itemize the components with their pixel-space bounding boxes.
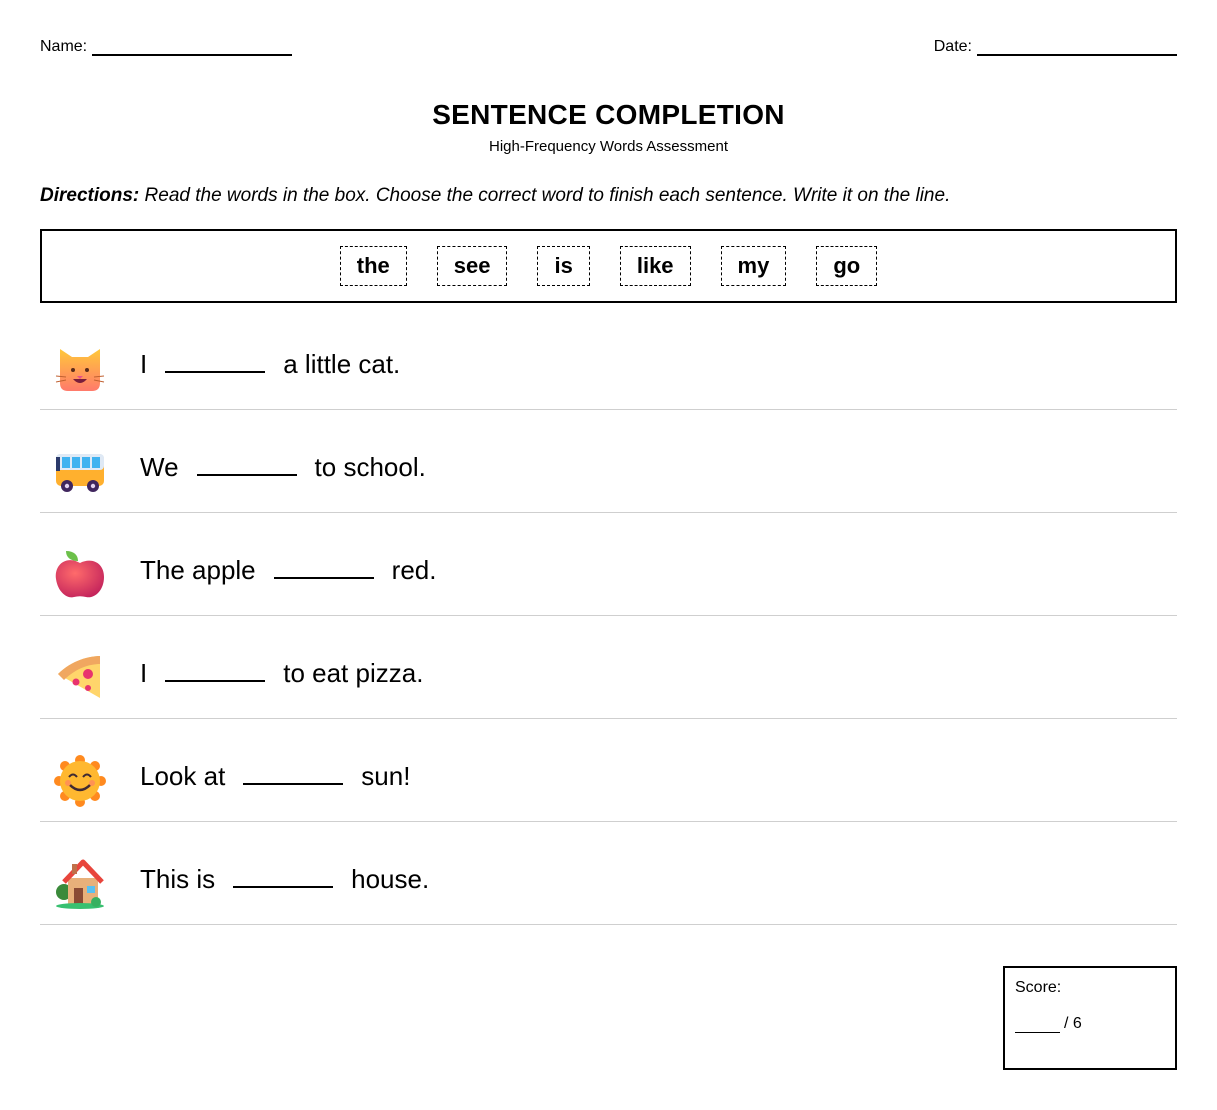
apple-icon bbox=[54, 549, 106, 601]
sentence-item bbox=[40, 616, 1177, 719]
sentence-after: to school. bbox=[314, 452, 426, 482]
sentence-before: I bbox=[140, 658, 148, 688]
name-field bbox=[40, 38, 292, 56]
date-input-line[interactable] bbox=[977, 40, 1177, 56]
sentence-after: sun! bbox=[361, 761, 411, 791]
name-input-line[interactable] bbox=[92, 40, 292, 56]
answer-blank-3[interactable] bbox=[274, 557, 374, 579]
score-label: Score: bbox=[1015, 979, 1062, 996]
directions-text: Read the words in the box. Choose the correct word to finish each sentence. Write it on the line. bbox=[139, 185, 951, 206]
bus-icon bbox=[54, 446, 106, 498]
word-chip-like: like bbox=[620, 246, 691, 286]
sentence-3 bbox=[140, 555, 436, 586]
answer-blank-4[interactable] bbox=[165, 660, 265, 682]
directions bbox=[40, 185, 1177, 207]
pizza-icon bbox=[54, 652, 106, 704]
score-total: / 6 bbox=[1064, 1015, 1082, 1032]
sentence-after: house. bbox=[351, 864, 430, 894]
sentence-after: a little cat. bbox=[283, 349, 401, 379]
page-title: SENTENCE COMPLETION bbox=[432, 99, 785, 130]
sentence-before: We bbox=[140, 452, 179, 482]
answer-blank-1[interactable] bbox=[165, 351, 265, 373]
sentence-before: I bbox=[140, 349, 148, 379]
word-chip-the: the bbox=[340, 246, 407, 286]
smiling-sun-icon bbox=[54, 755, 106, 807]
sentence-4 bbox=[140, 658, 423, 689]
word-chip-go: go bbox=[816, 246, 877, 286]
sentence-2 bbox=[140, 452, 426, 483]
header-row bbox=[40, 38, 1177, 58]
word-bank bbox=[40, 229, 1177, 303]
cat-face-icon bbox=[54, 343, 106, 395]
house-icon bbox=[54, 858, 106, 910]
word-chip-is: is bbox=[537, 246, 589, 286]
sentence-before: This is bbox=[140, 864, 216, 894]
answer-blank-6[interactable] bbox=[233, 866, 333, 888]
score-box bbox=[1003, 966, 1177, 1070]
page-subtitle: High-Frequency Words Assessment bbox=[489, 138, 728, 155]
sentence-item bbox=[40, 307, 1177, 410]
sentence-item bbox=[40, 719, 1177, 822]
word-chip-my: my bbox=[721, 246, 787, 286]
date-field bbox=[934, 38, 1177, 56]
sentence-item bbox=[40, 822, 1177, 925]
word-chip-see: see bbox=[437, 246, 508, 286]
sentence-after: to eat pizza. bbox=[283, 658, 424, 688]
date-label: Date: bbox=[933, 38, 972, 55]
name-label: Name: bbox=[40, 38, 88, 55]
sentence-5 bbox=[140, 761, 410, 792]
sentence-item bbox=[40, 513, 1177, 616]
directions-label: Directions: bbox=[40, 185, 140, 206]
sentence-before: The apple bbox=[140, 555, 256, 585]
sentence-after: red. bbox=[391, 555, 437, 585]
answer-blank-5[interactable] bbox=[243, 763, 343, 785]
score-line bbox=[1015, 1015, 1082, 1033]
sentence-list bbox=[40, 307, 1177, 925]
answer-blank-2[interactable] bbox=[197, 454, 297, 476]
sentence-item bbox=[40, 410, 1177, 513]
score-blank[interactable] bbox=[1015, 1018, 1060, 1033]
sentence-6 bbox=[140, 864, 429, 895]
sentence-1 bbox=[140, 349, 400, 380]
sentence-before: Look at bbox=[140, 761, 226, 791]
